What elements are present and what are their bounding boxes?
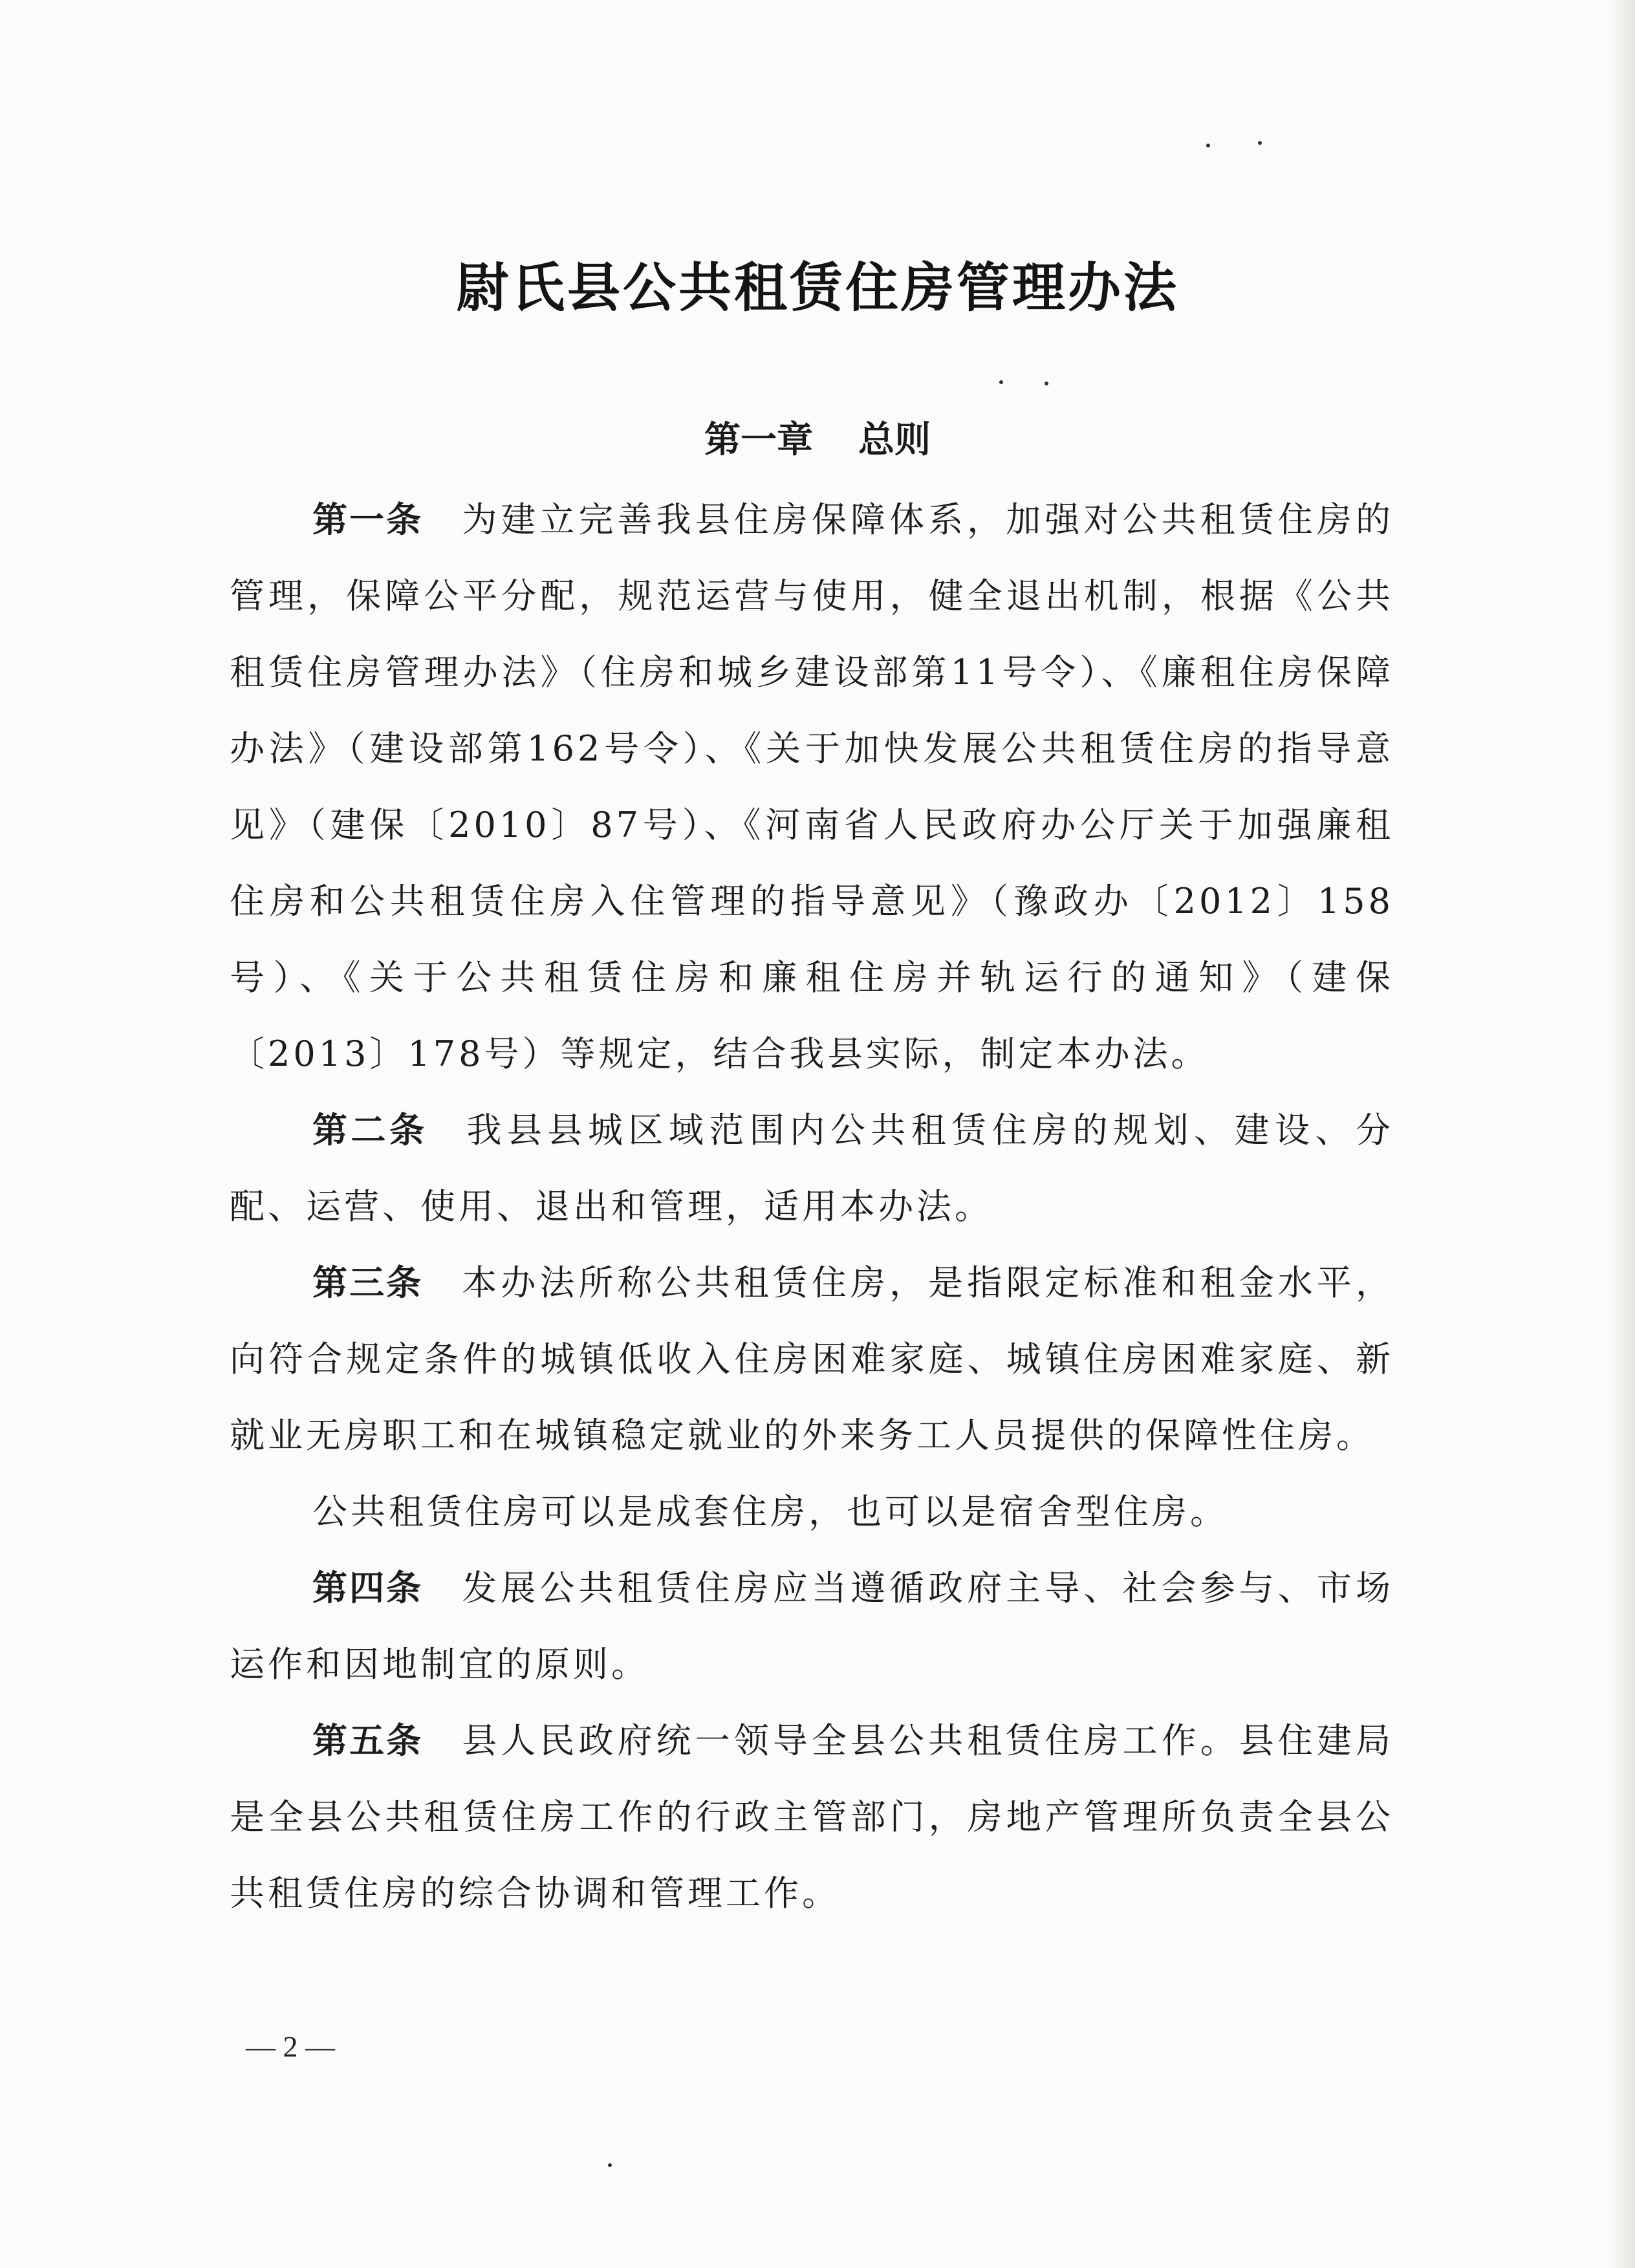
article-1	[230, 482, 1394, 1092]
article-label: 第二条	[312, 1110, 428, 1150]
scan-speck	[1258, 141, 1262, 145]
article-text: 为建立完善我县住房保障体系，加强对公共租赁住房的管理，保障公平分配，规范运营与使用，健全退出机制，根据《公共租赁住房管理办法》（住房和城乡建设部第11号令）、《廉租住房保障办法》（建设部第162号令）、《关于加快发展公共租赁住房的指导意见》（建保〔2010〕87号）、《河南省人民政府办公厅关于加强廉租住房和公共租赁住房入住管理的指导意见》（豫政办〔2012〕158号）、《关于公共租赁住房和廉租住房并轨运行的通知》（建保〔2013〕178号）等规定，结合我县实际，制定本办法。	[230, 499, 1394, 1074]
chapter-number: 第一章	[704, 418, 813, 461]
scan-speck	[1206, 144, 1210, 147]
scan-speck	[608, 2163, 612, 2167]
article-label: 第一条	[312, 499, 424, 540]
scan-speck	[1045, 382, 1048, 385]
article-3	[230, 1245, 1394, 1474]
article-label: 第四条	[312, 1568, 424, 1608]
article-label: 第三条	[312, 1262, 424, 1303]
document-title: 尉氏县公共租赁住房管理办法	[455, 257, 1179, 319]
chapter-name: 总则	[858, 418, 931, 461]
article-text: 县人民政府统一领导全县公共租赁住房工作。县住建局是全县公共租赁住房工作的行政主管部门，房地产管理所负责全县公共租赁住房的综合协调和管理工作。	[230, 1720, 1394, 1914]
article-text: 本办法所称公共租赁住房，是指限定标准和租金水平，向符合规定条件的城镇低收入住房困难家庭、城镇住房困难家庭、新就业无房职工和在城镇稳定就业的外来务工人员提供的保障性住房。	[230, 1262, 1394, 1456]
chapter-heading	[0, 414, 1635, 466]
article-label: 第五条	[312, 1720, 424, 1761]
article-text: 发展公共租赁住房应当遵循政府主导、社会参与、市场运作和因地制宜的原则。	[230, 1568, 1394, 1685]
article-4	[230, 1550, 1394, 1703]
article-text: 公共租赁住房可以是成套住房，也可以是宿舍型住房。	[312, 1491, 1228, 1532]
article-2	[230, 1092, 1394, 1245]
document-body	[230, 482, 1394, 1932]
scan-speck	[999, 380, 1003, 384]
page-number: — 2 —	[246, 2030, 335, 2063]
article-5	[230, 1703, 1394, 1932]
article-3-continuation	[230, 1474, 1394, 1550]
article-text: 我县县城区域范围内公共租赁住房的规划、建设、分配、运营、使用、退出和管理，适用本办法。	[230, 1110, 1394, 1227]
